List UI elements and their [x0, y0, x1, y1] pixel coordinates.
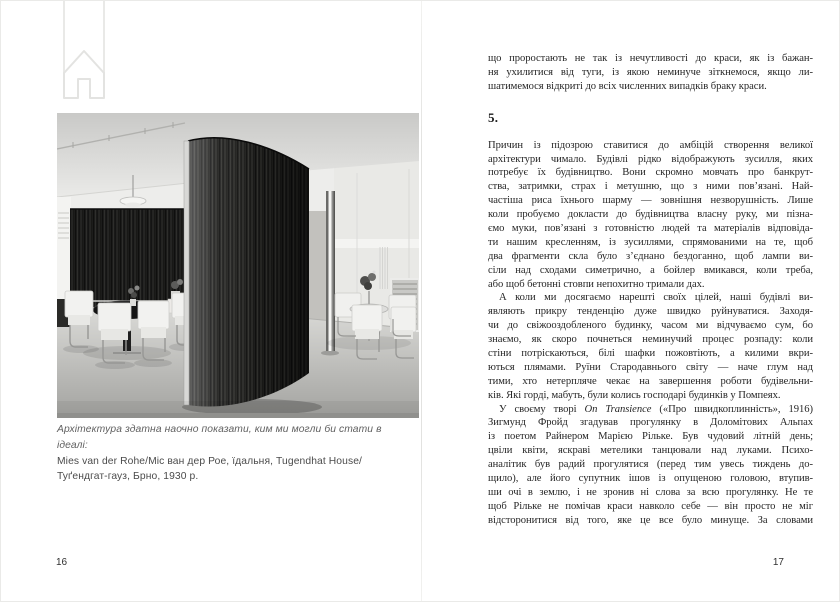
text-line: являють прикру тенденцію дуже швидко руйнуватися. Заходя- [488, 306, 813, 318]
text-line: ства, затримки, страх і метушню, що з ними пов’язані. Най- [488, 181, 813, 193]
photo-caption [57, 422, 405, 485]
text-line: ємо муки, пов’язані з готовністю людей та матеріалів відповіда- [488, 223, 813, 235]
text-line: відсторонитися від того, яке це все було минуще. За словами [488, 514, 813, 526]
text-line: ня ухилитися від туги, із якою неминуче зіткнемося, якщо ли- [488, 66, 813, 78]
text-line: стіни потріскаються, білі шафки пожовтіють, а килими вкри- [488, 348, 813, 360]
caption-line: Mies van der Rohe/Міс ван дер Рое, їдальня, Tugendhat House/ [57, 455, 362, 467]
text-line: щило), але його супутник ішов із опущеною головою, втупив- [488, 473, 813, 485]
text-line: коли пробуємо докласти до будівництва власну руку, ми пізна- [488, 209, 813, 221]
caption-line: Туґендгат-гауз, Брно, 1930 р. [57, 471, 199, 483]
text-line: А коли ми досягаємо нарешті своїх цілей, наші будівлі ви- [499, 292, 813, 304]
text-line: потребує їх будівництво. Вони скромно мовчать про банкрут- [488, 167, 813, 179]
text-line: або щоб бетонні стовпи непохитно тримали дах. [488, 278, 705, 290]
paragraph [488, 403, 813, 528]
text-line: що проростають не так із нечутливості до краси, як із бажан- [488, 53, 813, 64]
text-line: ків. Які горді, мабуть, були колись господарі будинків у Помпеях. [488, 389, 781, 401]
section-number-heading: 5. [488, 109, 499, 125]
text-line: два фрагменти скла було з’єднано бездоганно, щоб лампи ви- [488, 250, 813, 262]
text-segment: У своєму творі [499, 403, 585, 415]
page-gutter-divider [421, 1, 422, 602]
caption-line-italic: Архітектура здатна наочно показати, ким ми могли би стати в ідеалі: [57, 424, 382, 451]
text-line: із поетом Райнером Марією Рільке. Був чудовий літній день; [488, 431, 813, 443]
text-line: ши очі в землю, і не зронив ні слова за всю прогулянку. Не те [488, 486, 813, 498]
text-segment: («Про швидкоплинність», 1916) [651, 403, 813, 415]
text-line: Причин із підозрою ставитися до амбіцій створення великої [488, 139, 813, 151]
paragraph-continuation [488, 52, 813, 94]
text-line: архітектури чимало. Будівлі рідко відображують зусилля, яких [488, 153, 813, 165]
body-text-column [488, 52, 813, 528]
text-line [488, 403, 813, 417]
text-line: шатимемося відкриті до всіх численних випадків браку краси. [488, 80, 767, 92]
text-line: Зигмунд Фройд згадував прогулянку в Доломітових Альпах [488, 417, 813, 429]
house-bookmark-logo [63, 1, 105, 99]
tugendhat-interior-photo [57, 113, 419, 418]
text-line: знаємо, як скоро почнеться неминучий процес розпаду: коли [488, 334, 813, 346]
text-line: чи до свіжооздобленого будинку, часом ми відчуваємо сум, бо [488, 320, 813, 332]
paragraph [488, 291, 813, 402]
text-line: щоб Рільке не помічав краси навколо себе — він просто не міг [488, 500, 813, 512]
text-line: аналітик був радий прогулятися (перед тим увесь тиждень до- [488, 459, 813, 471]
page-number-left: 16 [56, 557, 68, 568]
paragraph [488, 139, 813, 292]
text-line: тими, хто нетерпляче чекає на завершення роботи будівельни- [488, 375, 813, 387]
text-line: частіша риса їхнього шарму — зовнішня незворушність. Лише [488, 195, 813, 207]
text-line: ти нашим кресленням, із зусиллями, спрямованими на те, щоб [488, 236, 813, 248]
text-line: ються плямами. Руїни Стародавнього світу — наче глум над [488, 361, 813, 373]
page-number-right: 17 [772, 557, 784, 568]
text-line: цвіли квіти, яскраві метелики танцювали над луками. Психо- [488, 445, 813, 457]
italic-title-segment: On Transience [584, 403, 652, 415]
text-line: сіли над сходами симетрично, а бойлер вмикався, коли треба, [488, 264, 813, 276]
